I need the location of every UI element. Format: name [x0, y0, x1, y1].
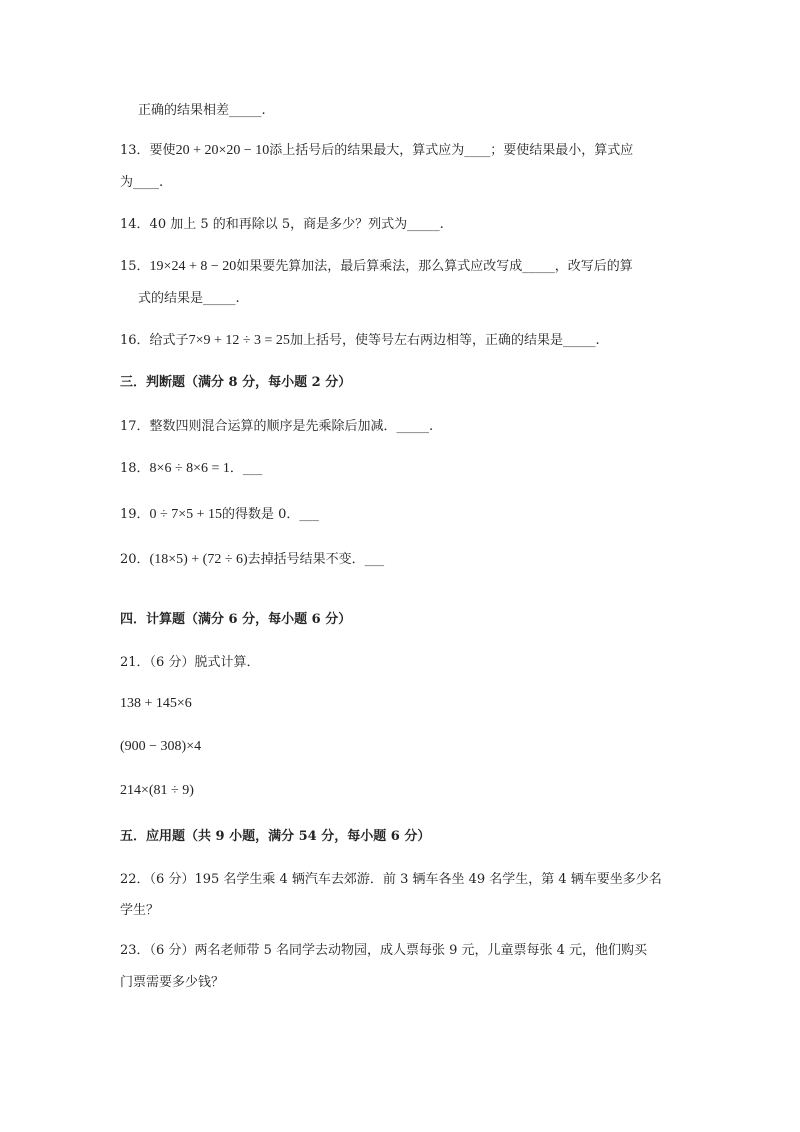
q21-expression-2: (900 − 308)×4: [120, 739, 202, 754]
question-23: [120, 942, 647, 960]
question-18: [120, 460, 262, 478]
question-16: [120, 332, 600, 350]
q23-number: 23．: [120, 943, 150, 958]
q15-text: 如果要先算加法，最后算乘法，那么算式应改写成_____，改写后的算: [236, 259, 633, 274]
q13-expression: 20 + 20×20 − 10: [175, 143, 270, 158]
q22-continuation: 学生？: [120, 903, 160, 918]
q18-text: ．___: [229, 461, 263, 476]
q15-number: 15．: [120, 259, 150, 274]
question-22: [120, 871, 662, 889]
question-20: [120, 551, 384, 569]
q19-text: 的得数是 0．___: [222, 507, 319, 522]
q22-number: 22．: [120, 872, 150, 887]
question-14: [120, 216, 444, 234]
q21-text: （6 分）脱式计算．: [149, 655, 260, 670]
q13-number: 13．: [120, 143, 150, 158]
q19-number: 19．: [120, 507, 150, 522]
q14-number: 14．: [120, 217, 150, 232]
q21-expression-1: 138 + 145×6: [120, 696, 192, 711]
q18-expression: 8×6 ÷ 8×6 = 1: [149, 461, 230, 476]
q20-number: 20．: [120, 552, 150, 567]
q16-prefix: 给式子: [149, 333, 189, 348]
q13-text: 添上括号后的结果最大，算式应为____；要使结果最小，算式应: [269, 143, 634, 158]
q15-expression: 19×24 + 8 − 20: [149, 259, 237, 274]
section-3-heading: 三．判断题（满分 8 分，每小题 2 分）: [120, 375, 352, 390]
q13-prefix: 要使: [149, 143, 176, 158]
q17-number: 17．: [120, 419, 150, 434]
q12-continuation: 正确的结果相差_____.: [138, 103, 266, 118]
question-13: [120, 142, 633, 160]
section-5-heading: 五．应用题（共 9 小题，满分 54 分，每小题 6 分）: [120, 829, 431, 844]
q23-continuation: 门票需要多少钱？: [120, 975, 225, 990]
question-19: [120, 506, 319, 524]
question-15: [120, 258, 633, 276]
section-4-heading: 四．计算题（满分 6 分，每小题 6 分）: [120, 612, 352, 627]
q19-expression: 0 ÷ 7×5 + 15: [149, 507, 223, 522]
q16-number: 16．: [120, 333, 150, 348]
q21-number: 21．: [120, 655, 150, 670]
q14-text: 40 加上 5 的和再除以 5，商是多少？列式为_____.: [149, 217, 444, 232]
q13-continuation: 为____.: [120, 175, 164, 190]
q22-text: （6 分）195 名学生乘 4 辆汽车去郊游．前 3 辆车各坐 49 名学生，第 4 辆车要坐多少名: [149, 872, 662, 887]
q15-continuation: 式的结果是_____.: [138, 291, 240, 306]
q20-text: 去掉括号结果不变．___: [247, 552, 385, 567]
q17-text: 整数四则混合运算的顺序是先乘除后加减．_____.: [149, 419, 434, 434]
q21-expression-3: 214×(81 ÷ 9): [120, 783, 194, 798]
q16-text: 加上括号，使等号左右两边相等，正确的结果是_____.: [289, 333, 600, 348]
q23-text: （6 分）两名老师带 5 名同学去动物园，成人票每张 9 元，儿童票每张 4 元，他们购买: [149, 943, 648, 958]
q18-number: 18．: [120, 461, 150, 476]
q16-expression: 7×9 + 12 ÷ 3 = 25: [188, 333, 290, 348]
question-17: [120, 418, 433, 436]
question-21: [120, 654, 259, 672]
q20-expression: (18×5) + (72 ÷ 6): [149, 552, 248, 567]
